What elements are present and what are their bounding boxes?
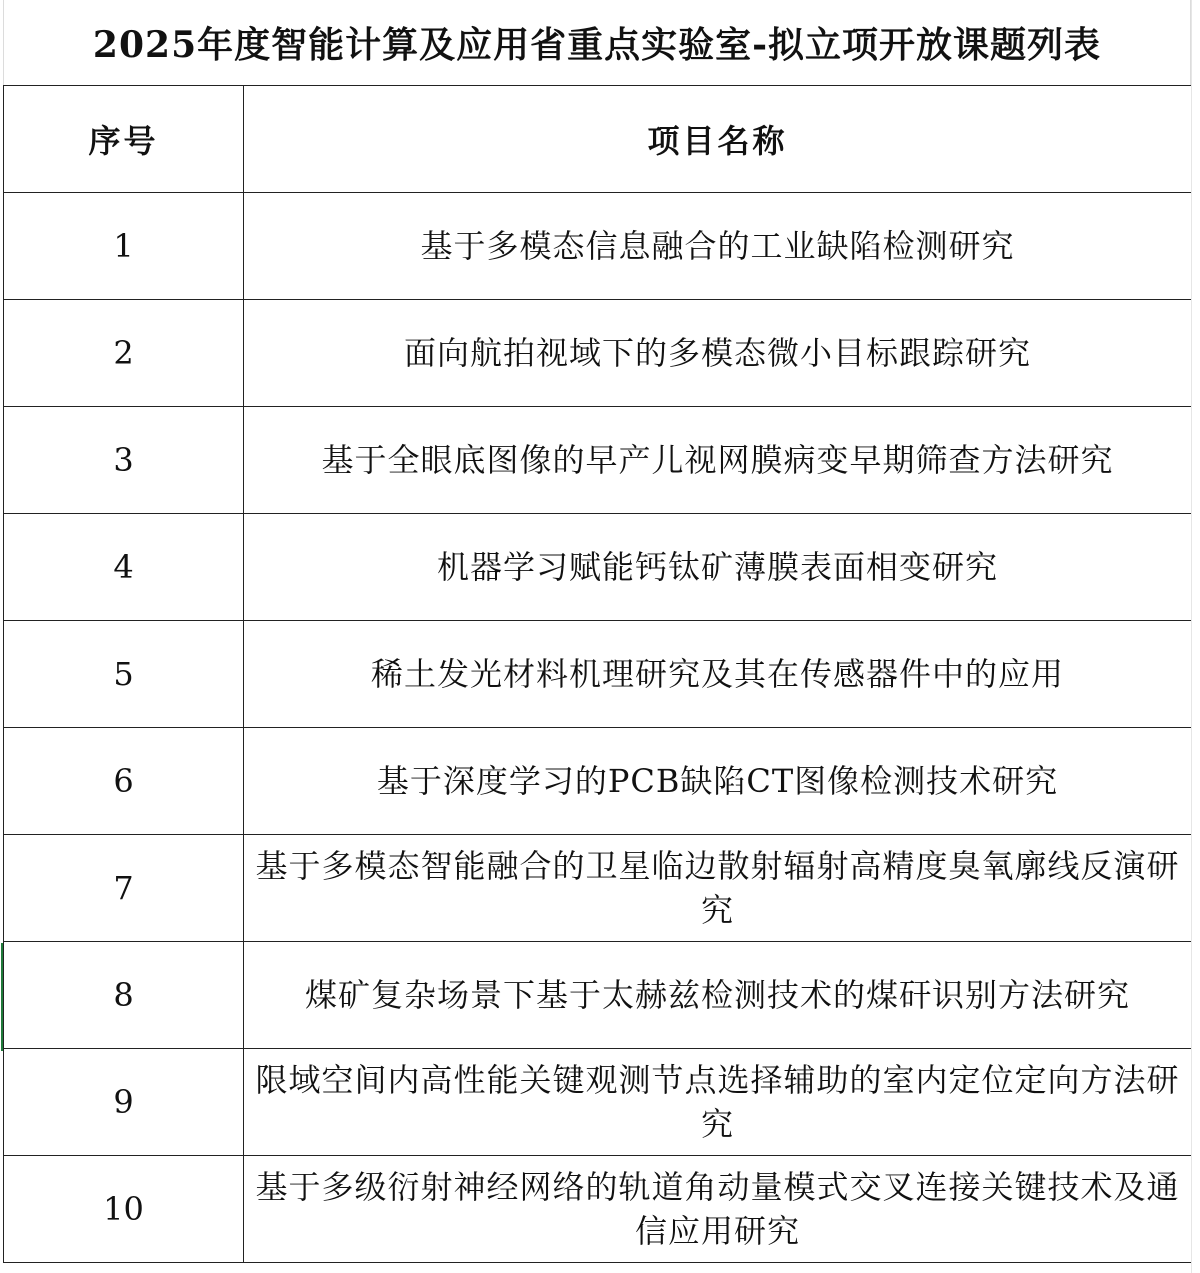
project-name-text: 稀土发光材料机理研究及其在传感器件中的应用	[370, 655, 1064, 693]
project-name-text: 基于全眼底图像的早产儿视网膜病变早期筛查方法研究	[321, 441, 1114, 479]
row-number-cell[interactable]: 1	[4, 193, 244, 300]
table-row	[4, 514, 1192, 621]
active-row-marker	[1, 943, 3, 1051]
row-number-cell[interactable]: 8	[4, 942, 244, 1049]
row-number-cell[interactable]: 3	[4, 407, 244, 514]
row-number-cell[interactable]: 2	[4, 300, 244, 407]
table-row	[4, 193, 1192, 300]
project-name-cell[interactable]	[244, 1049, 1192, 1156]
project-name-text: 基于深度学习的PCB缺陷CT图像检测技术研究	[376, 762, 1059, 800]
project-name-cell[interactable]	[244, 621, 1192, 728]
project-name-cell[interactable]	[244, 1156, 1192, 1263]
project-name-text: 基于多模态信息融合的工业缺陷检测研究	[420, 227, 1015, 265]
project-name-text: 机器学习赋能钙钛矿薄膜表面相变研究	[436, 548, 998, 586]
row-number-cell[interactable]: 9	[4, 1049, 244, 1156]
header-cell-no[interactable]: 序号	[4, 86, 244, 193]
project-name-text: 面向航拍视域下的多模态微小目标跟踪研究	[403, 334, 1031, 372]
table-row	[4, 407, 1192, 514]
title-cell[interactable]	[3, 0, 1191, 85]
header-cell-name[interactable]: 项目名称	[244, 86, 1192, 193]
project-name-cell[interactable]	[244, 835, 1192, 942]
table-row	[4, 300, 1192, 407]
project-name-cell[interactable]	[244, 300, 1192, 407]
project-name-text: 基于多级衍射神经网络的轨道角动量模式交叉连接关键技术及通信应用研究	[255, 1168, 1180, 1250]
row-number-cell[interactable]: 5	[4, 621, 244, 728]
table-row	[4, 1156, 1192, 1263]
row-number-cell[interactable]: 10	[4, 1156, 244, 1263]
table-row	[4, 835, 1192, 942]
table-row	[4, 942, 1192, 1049]
project-table	[3, 85, 1192, 1263]
project-name-cell[interactable]	[244, 514, 1192, 621]
project-name-text: 煤矿复杂场景下基于太赫兹检测技术的煤矸识别方法研究	[304, 976, 1130, 1014]
table-header-row	[4, 86, 1192, 193]
row-number-cell[interactable]: 7	[4, 835, 244, 942]
table-row	[4, 621, 1192, 728]
project-name-cell[interactable]	[244, 942, 1192, 1049]
project-name-cell[interactable]	[244, 407, 1192, 514]
project-name-text: 限域空间内高性能关键观测节点选择辅助的室内定位定向方法研究	[255, 1061, 1180, 1143]
sheet-edge-divider	[1191, 0, 1192, 1273]
table-row	[4, 1049, 1192, 1156]
row-number-cell[interactable]: 4	[4, 514, 244, 621]
project-name-cell[interactable]	[244, 728, 1192, 835]
project-name-text: 基于多模态智能融合的卫星临边散射辐射高精度臭氧廓线反演研究	[255, 847, 1180, 929]
project-name-cell[interactable]	[244, 193, 1192, 300]
row-number-cell[interactable]: 6	[4, 728, 244, 835]
page-title: 2025年度智能计算及应用省重点实验室-拟立项开放课题列表	[92, 24, 1102, 66]
table-row	[4, 728, 1192, 835]
